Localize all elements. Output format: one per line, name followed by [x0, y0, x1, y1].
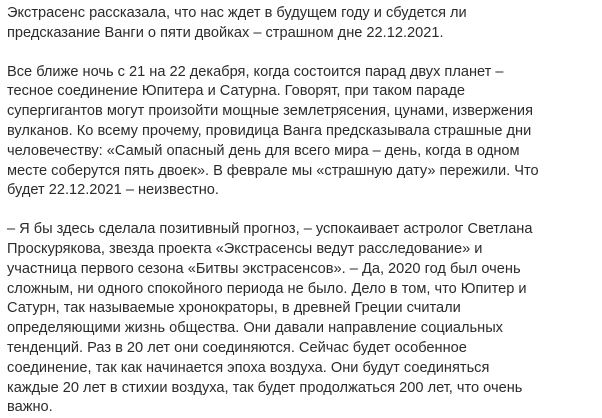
paragraph-intro — [7, 4, 597, 44]
text-line: Проскурякова, звезда проекта «Экстрасенсы ведут расследование» и — [7, 240, 483, 257]
text-line: человечеству: «Самый опасный день для всего мира – день, когда в одном — [7, 142, 520, 159]
text-line: важно. — [7, 399, 53, 416]
text-line: тесное соединение Юпитера и Сатурна. Говорят, при таком параде — [7, 83, 465, 100]
text-line: Все ближе ночь с 21 на 22 декабря, когда состоится парад двух планет – — [7, 63, 504, 80]
text-line: Экстрасенс рассказала, что нас ждет в будущем году и сбудется ли — [7, 5, 467, 21]
text-line: вулканов. Ко всему прочему, провидица Ванга предсказывала страшные дни — [7, 122, 532, 139]
text-line: предсказание Ванги о пяти двойках – страшном дне 22.12.2021. — [7, 24, 444, 41]
paragraph-astrologer-quote — [7, 220, 597, 418]
text-line: определяющими жизнь общества. Они давали направление социальных — [7, 320, 503, 337]
article-body — [7, 4, 597, 418]
text-line: сложным, ни одного спокойного периода не было. Дело в том, что Юпитер и — [7, 280, 527, 297]
text-line: соединение, так как начинается эпоха воздуха. Они будут соединяться — [7, 359, 490, 376]
text-line: тенденций. Раз в 20 лет они соединяются. Сейчас будет особенное — [7, 339, 467, 356]
text-line: будет 22.12.2021 – неизвестно. — [7, 182, 219, 199]
text-line: участница первого сезона «Битвы экстрасенсов». – Да, 2020 год был очень — [7, 260, 521, 277]
text-line: – Я бы здесь сделала позитивный прогноз, – успокаивает астролог Светлана — [7, 221, 533, 238]
text-line: каждые 20 лет в стихии воздуха, так будет продолжаться 200 лет, что очень — [7, 379, 523, 396]
text-line: супергигантов могут произойти мощные землетрясения, цунами, извержения — [7, 103, 533, 120]
paragraph-planet-parade — [7, 63, 597, 202]
text-line: месте соберутся пять двоек». В феврале мы «страшную дату» пережили. Что — [7, 162, 539, 179]
text-line: Сатурн, так называемые хронократоры, в древней Греции считали — [7, 300, 461, 317]
